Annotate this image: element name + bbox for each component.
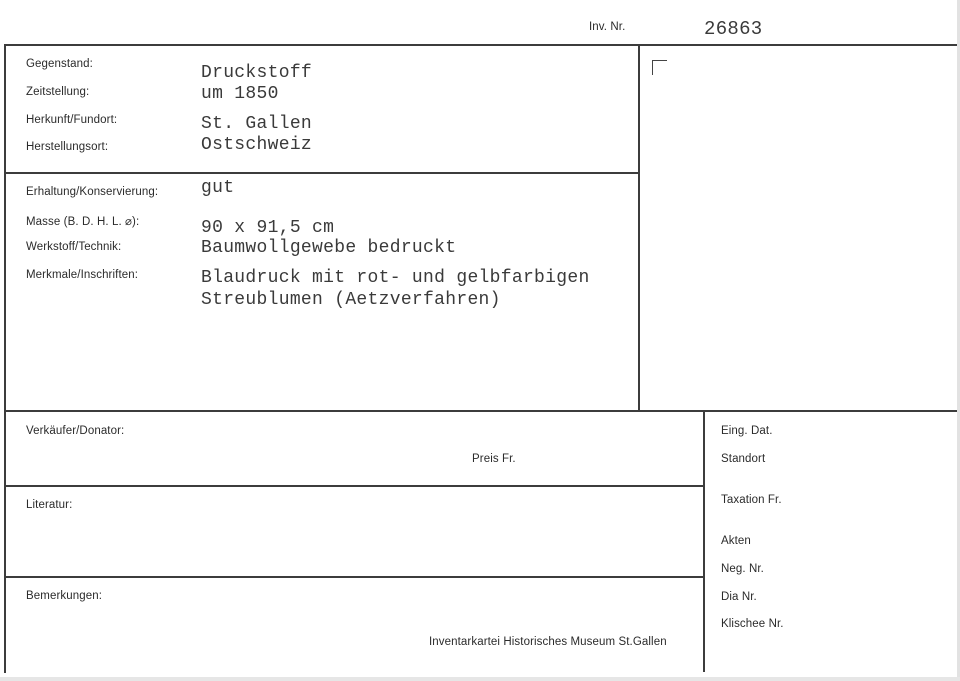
verkaeufer-label: Verkäufer/Donator: bbox=[26, 425, 125, 437]
merkmale-value-line1: Blaudruck mit rot- und gelbfarbigen bbox=[201, 268, 590, 288]
zeitstellung-label: Zeitstellung: bbox=[26, 86, 90, 98]
left-border bbox=[4, 44, 6, 673]
card-bottom-edge bbox=[0, 677, 960, 681]
merkmale-value-line2: Streublumen (Aetzverfahren) bbox=[201, 290, 501, 310]
bemerkungen-divider bbox=[4, 576, 704, 578]
object-section-divider bbox=[4, 172, 639, 174]
right-column-divider bbox=[703, 410, 705, 672]
zeitstellung-value: um 1850 bbox=[201, 84, 279, 104]
eing-dat-label: Eing. Dat. bbox=[721, 425, 773, 437]
masse-value: 90 x 91,5 cm bbox=[201, 218, 335, 238]
erhaltung-value: gut bbox=[201, 178, 235, 198]
corner-mark-icon bbox=[652, 60, 667, 75]
werkstoff-label: Werkstoff/Technik: bbox=[26, 241, 122, 253]
akten-label: Akten bbox=[721, 535, 751, 547]
erhaltung-label: Erhaltung/Konservierung: bbox=[26, 186, 159, 198]
photo-divider bbox=[638, 44, 640, 411]
literatur-label: Literatur: bbox=[26, 499, 73, 511]
bemerkungen-label: Bemerkungen: bbox=[26, 590, 102, 602]
dia-nr-label: Dia Nr. bbox=[721, 591, 757, 603]
taxation-label: Taxation Fr. bbox=[721, 494, 782, 506]
merkmale-label: Merkmale/Inschriften: bbox=[26, 269, 139, 281]
gegenstand-label: Gegenstand: bbox=[26, 58, 93, 70]
klischee-nr-label: Klischee Nr. bbox=[721, 618, 784, 630]
inv-nr-value: 26863 bbox=[704, 18, 763, 40]
herkunft-label: Herkunft/Fundort: bbox=[26, 114, 118, 126]
top-rule bbox=[4, 44, 960, 46]
middle-rule bbox=[4, 410, 960, 412]
herstellungsort-label: Herstellungsort: bbox=[26, 141, 109, 153]
masse-label: Masse (B. D. H. L. ⌀): bbox=[26, 216, 140, 228]
herkunft-value: St. Gallen bbox=[201, 114, 313, 134]
neg-nr-label: Neg. Nr. bbox=[721, 563, 764, 575]
literatur-divider bbox=[4, 485, 704, 487]
preis-label: Preis Fr. bbox=[472, 453, 516, 465]
werkstoff-value: Baumwollgewebe bedruckt bbox=[201, 238, 457, 258]
inv-nr-label: Inv. Nr. bbox=[589, 21, 626, 33]
standort-label: Standort bbox=[721, 453, 766, 465]
footer-text: Inventarkartei Historisches Museum St.Gallen bbox=[429, 636, 667, 648]
gegenstand-value: Druckstoff bbox=[201, 63, 313, 83]
herstellungsort-value: Ostschweiz bbox=[201, 135, 313, 155]
